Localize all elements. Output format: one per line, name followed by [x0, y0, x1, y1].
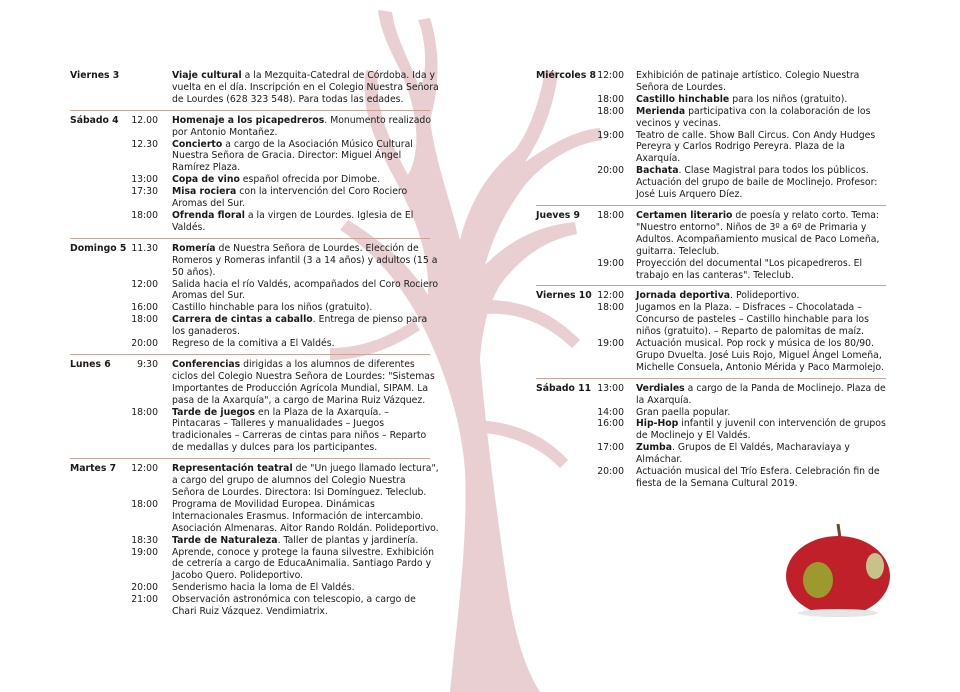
event-highlight: Hip-Hop: [636, 418, 679, 430]
event-text: Actuación musical del Trío Esfera. Celebración fin de fiesta de la Semana Cultural 2019.: [636, 466, 880, 489]
event-item: [536, 258, 896, 282]
event-description: [172, 186, 440, 210]
event-time: 20:00: [597, 165, 624, 177]
event-item: [70, 338, 446, 350]
day-separator: [70, 354, 430, 355]
event-description: [172, 499, 440, 535]
day-separator: [536, 285, 886, 286]
event-highlight: Concierto: [172, 138, 223, 150]
event-description: [172, 70, 440, 106]
event-time: 12:00: [131, 463, 158, 475]
event-text: Senderismo hacia la loma de El Valdés.: [172, 582, 355, 594]
event-text: Proyección del documental "Los picapedreros. El trabajo en las canteras". Teleclub.: [636, 257, 863, 281]
event-time: 16:00: [131, 302, 158, 314]
event-time: 17:30: [131, 186, 158, 198]
day-block: [70, 359, 446, 454]
event-item: [70, 243, 446, 279]
day-name: Domingo 5: [70, 242, 127, 254]
event-highlight: Zumba: [636, 442, 672, 454]
event-highlight: Misa rociera: [172, 186, 237, 198]
event-text: de Nuestra Señora de Lourdes. Elección de Romeros y Romeras infantil (3 a 14 años) y adultos (15 a 50 años).: [172, 242, 438, 278]
event-description: [172, 582, 440, 594]
event-text: . Entrega de pienso para los ganaderos.: [172, 314, 428, 338]
day-block: [70, 70, 446, 106]
event-time: 9:30: [137, 358, 158, 370]
event-text: Teatro de calle. Show Ball Circus. Con Andy Hudges Pereyra y Carlos Rodrigo Pereyra. Plaza de la Axarquía.: [636, 129, 876, 165]
event-description: [172, 302, 440, 314]
event-description: [172, 139, 440, 175]
event-item: [536, 130, 896, 166]
event-time: 11.30: [131, 242, 158, 254]
event-time: 18:30: [131, 534, 158, 546]
event-item: [536, 94, 896, 106]
event-item: [70, 499, 446, 535]
day-block: [70, 463, 446, 618]
day-name: Sábado 11: [536, 382, 592, 394]
event-time: 18:00: [131, 314, 158, 326]
day-name: Martes 7: [70, 463, 117, 475]
event-highlight: Carrera de cintas a caballo: [172, 314, 313, 326]
day-name: Lunes 6: [70, 358, 111, 370]
event-time: 19:00: [131, 546, 158, 558]
event-description: [172, 463, 440, 499]
day-block: [536, 210, 896, 281]
day-block: [536, 70, 896, 201]
event-description: [636, 290, 892, 302]
event-text: participativa con la colaboración de los vecinos y vecinas.: [636, 105, 871, 129]
event-description: [636, 130, 892, 166]
event-description: [172, 243, 440, 279]
event-text: . Taller de plantas y jardinería.: [277, 534, 419, 546]
event-item: [70, 463, 446, 499]
event-text: de "Un juego llamado lectura", a cargo del grupo de alumnos del Colegio Nuestra Señora de Lourdes. Directora: Isi Domínguez. Teleclub.: [172, 463, 439, 498]
event-time: 19:00: [597, 338, 624, 350]
event-item: [70, 115, 446, 139]
event-description: [172, 115, 440, 139]
event-text: . Monumento realizado por Antonio Montañez.: [172, 114, 432, 138]
event-item: [536, 466, 896, 490]
event-item: [536, 442, 896, 466]
event-text: a la virgen de Lourdes. Iglesia de El Valdés.: [172, 209, 414, 233]
event-description: [172, 547, 440, 583]
event-item: [70, 582, 446, 594]
event-time: 16:00: [597, 418, 624, 430]
event-description: [636, 106, 892, 130]
event-item: [70, 594, 446, 618]
event-time: 19:00: [597, 257, 624, 269]
event-item: [536, 106, 896, 130]
event-item: [70, 70, 446, 106]
event-text: con la intervención del Coro Rociero Aromas del Sur.: [172, 186, 408, 210]
event-time: 13:00: [597, 382, 624, 394]
event-text: Gran paella popular.: [636, 406, 731, 418]
event-text: de poesía y relato corto. Tema: "Nuestro entorno". Niños de 3º a 6º de Primaria y Adultos. Acompañamiento musical de Paco Lomeña, guitarra. Teleclub.: [636, 209, 880, 257]
schedule-left-column: [70, 70, 446, 618]
event-time: 20:00: [131, 338, 158, 350]
event-text: . Grupos de El Valdés, Macharaviaya y Almáchar.: [636, 442, 850, 466]
event-text: Aprende, conoce y protege la fauna silvestre. Exhibición de cetrería a cargo de EducaAnimalia. Santiago Pardo y Jacobo Quero. Polideportivo.: [172, 546, 435, 582]
event-time: 12:00: [131, 278, 158, 290]
event-time: 17:00: [597, 442, 624, 454]
event-highlight: Romería: [172, 242, 216, 254]
event-time: 20:00: [597, 466, 624, 478]
event-text: Observación astronómica con telescopio, a cargo de Chari Ruiz Vázquez. Vendimiatrix.: [172, 594, 416, 618]
event-text: a cargo de la Panda de Moclinejo. Plaza de la Axarquía.: [636, 382, 886, 406]
event-text: dirigidas a los alumnos de diferentes ciclos del Colegio Nuestra Señora de Lourdes: "Sistemas Importantes de Producción Agrícola Mundial, SIPAM. La pasa de la Axarquía", a cargo de Marina Ruiz Vázquez.: [172, 358, 435, 406]
event-time: 12:00: [597, 290, 624, 302]
event-highlight: Viaje cultural: [172, 70, 242, 81]
event-description: [636, 407, 892, 419]
day-separator: [536, 205, 886, 206]
event-time: 18:00: [597, 209, 624, 221]
event-item: [70, 314, 446, 338]
event-item: [70, 186, 446, 210]
event-item: [536, 418, 896, 442]
event-item: [70, 407, 446, 455]
event-text: Programa de Movilidad Europea. Dinámicas Internacionales Erasmus. Información de intercambio. Asociación Almenaras. Aitor Rando Roldán. Polideportivo.: [172, 498, 439, 534]
event-text: a la Mezquita-Catedral de Córdoba. Ida y vuelta en el día. Inscripción en el Colegio Nuestra Señora de Lourdes (628 323 548). Para todas las edades.: [172, 70, 439, 105]
event-item: [70, 302, 446, 314]
event-item: [70, 210, 446, 234]
event-time: 18:00: [131, 406, 158, 418]
schedule-right-column: [536, 70, 896, 490]
event-text: Salida hacia el río Valdés, acompañados del Coro Rociero Aromas del Sur.: [172, 278, 439, 302]
event-text: infantil y juvenil con intervención de grupos de Moclinejo y El Valdés.: [636, 418, 886, 442]
event-description: [636, 338, 892, 374]
day-block: [70, 115, 446, 234]
day-separator: [70, 110, 430, 111]
event-highlight: Conferencias: [172, 358, 241, 370]
event-description: [636, 466, 892, 490]
event-description: [636, 383, 892, 407]
event-description: [172, 174, 440, 186]
event-time: 18:00: [597, 302, 624, 314]
event-time: 21:00: [131, 594, 158, 606]
event-time: 14:00: [597, 406, 624, 418]
event-highlight: Castillo hinchable: [636, 93, 730, 105]
event-text: español ofrecida por Dimobe.: [239, 174, 381, 186]
day-name: Sábado 4: [70, 114, 119, 126]
day-name: Jueves 9: [536, 209, 580, 221]
event-text: Exhibición de patinaje artístico. Colegio Nuestra Señora de Lourdes.: [636, 70, 860, 93]
day-block: [536, 383, 896, 490]
event-description: [636, 70, 892, 94]
event-description: [636, 165, 892, 201]
event-description: [172, 338, 440, 350]
event-highlight: Verdiales: [636, 382, 685, 394]
event-description: [172, 279, 440, 303]
day-separator: [536, 378, 886, 379]
event-text: . Polideportivo.: [730, 290, 800, 302]
event-highlight: Merienda: [636, 105, 686, 117]
day-name: Viernes 10: [536, 290, 592, 302]
event-item: [536, 383, 896, 407]
event-item: [536, 210, 896, 258]
event-item: [70, 279, 446, 303]
event-text: . Clase Magistral para todos los públicos. Actuación del grupo de baile de Moclinejo. Profesor: José Luis Arquero Díez.: [636, 165, 878, 201]
event-item: [70, 359, 446, 407]
day-separator: [70, 458, 430, 459]
event-item: [536, 407, 896, 419]
event-description: [636, 418, 892, 442]
event-description: [172, 407, 440, 455]
event-time: 20:00: [131, 582, 158, 594]
event-time: 18:00: [131, 498, 158, 510]
event-highlight: Homenaje a los picapedreros: [172, 114, 325, 126]
event-text: en la Plaza de la Axarquía. – Pintacaras – Talleres y manualidades – Juegos tradicionales – Carreras de cintas para niños – Reparto de medallas y dulces para los participantes.: [172, 406, 427, 454]
event-text: Actuación musical. Pop rock y música de los 80/90. Grupo Dvuelta. José Luis Rojo, Miguel Ángel Lomeña, Michelle Consuela, Antonio Mérida y Paco Marmolejo.: [636, 338, 884, 373]
event-item: [536, 338, 896, 374]
event-description: [636, 442, 892, 466]
event-item: [70, 139, 446, 175]
day-block: [70, 243, 446, 350]
event-highlight: Certamen literario: [636, 209, 733, 221]
event-time: 18:00: [597, 93, 624, 105]
mosaic-apple-illustration: [780, 518, 896, 618]
event-description: [636, 210, 892, 258]
event-highlight: Tarde de Naturaleza: [172, 534, 278, 546]
event-time: 18:00: [597, 105, 624, 117]
event-description: [172, 594, 440, 618]
event-description: [172, 535, 440, 547]
event-highlight: Bachata: [636, 165, 679, 177]
day-name: Miércoles 8: [536, 70, 596, 81]
event-time: 12:00: [597, 70, 624, 81]
event-description: [636, 258, 892, 282]
event-highlight: Representación teatral: [172, 463, 293, 475]
event-item: [536, 165, 896, 201]
event-time: 18:00: [131, 209, 158, 221]
event-item: [70, 174, 446, 186]
day-separator: [70, 238, 430, 239]
event-text: Jugamos en la Plaza. – Disfraces – Chocolatada – Concurso de pasteles – Castillo hinchable para los niños (gratuito). – Reparto de palomitas de maíz.: [636, 302, 869, 338]
event-item: [70, 535, 446, 547]
event-text: para los niños (gratuito).: [729, 93, 848, 105]
event-time: 19:00: [597, 129, 624, 141]
event-text: a cargo de la Asociación Músico Cultural Nuestra Señora de Gracia. Director: Miguel Ángel Ramírez Plaza.: [172, 138, 413, 174]
event-item: [70, 547, 446, 583]
day-name: Viernes 3: [70, 70, 120, 81]
event-description: [172, 210, 440, 234]
event-time: 12.00: [131, 114, 158, 126]
event-text: Regreso de la comitiva a El Valdés.: [172, 338, 335, 350]
event-highlight: Copa de vino: [172, 174, 240, 186]
event-highlight: Tarde de juegos: [172, 406, 256, 418]
day-block: [536, 290, 896, 373]
event-item: [536, 302, 896, 338]
event-description: [636, 94, 892, 106]
event-description: [172, 359, 440, 407]
event-text: Castillo hinchable para los niños (gratuito).: [172, 302, 373, 314]
event-description: [172, 314, 440, 338]
event-time: 13:00: [131, 174, 158, 186]
event-time: 12.30: [131, 138, 158, 150]
event-description: [636, 302, 892, 338]
event-item: [536, 70, 896, 94]
event-item: [536, 290, 896, 302]
event-highlight: Jornada deportiva: [636, 290, 731, 302]
event-highlight: Ofrenda floral: [172, 209, 245, 221]
